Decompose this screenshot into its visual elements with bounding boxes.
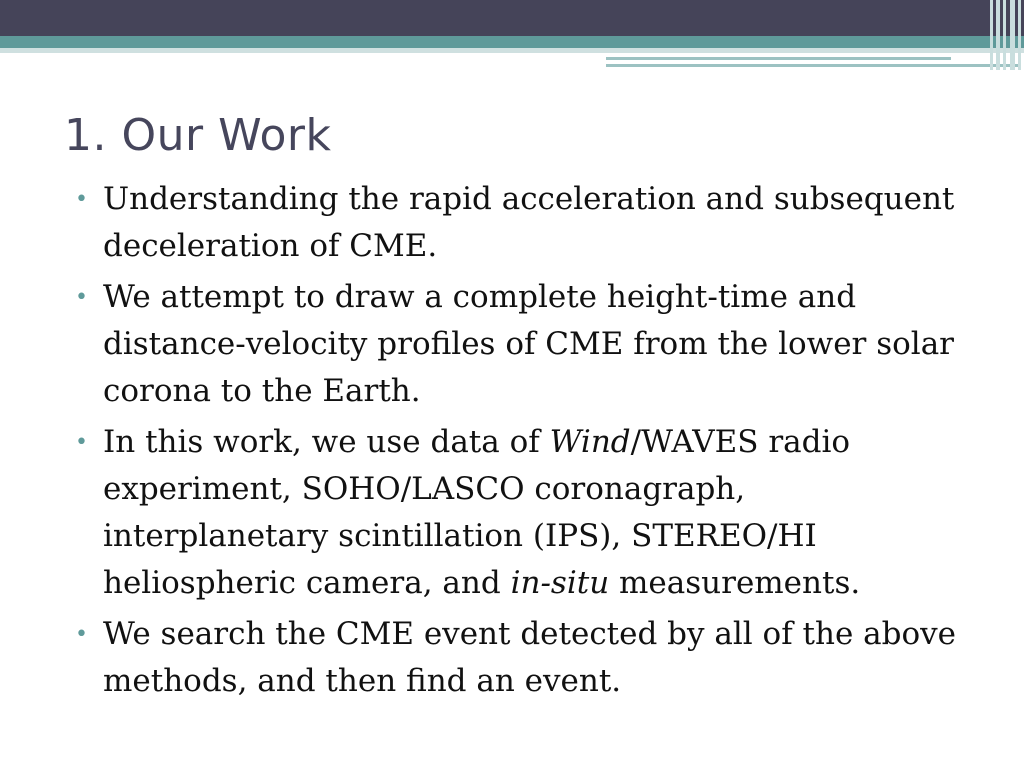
bullet-text-part: measurements.: [609, 565, 861, 601]
header-accent-line: [606, 57, 951, 60]
header-band-light: [0, 48, 1024, 53]
bullet-dot-icon: •: [75, 430, 88, 455]
bullet-text: [103, 424, 860, 601]
bullet-dot-icon: •: [75, 187, 88, 212]
bullet-text: We attempt to draw a complete height-time and distance-velocity profiles of CME from the lower solar corona to the Earth.: [103, 279, 955, 409]
italic-term: Wind: [549, 424, 631, 460]
bullet-dot-icon: •: [75, 622, 88, 647]
header-vertical-stripes: [990, 0, 1024, 70]
bullet-item: [74, 611, 974, 705]
bullet-item: [74, 419, 974, 607]
header-band-dark: [0, 0, 1024, 36]
header-accent-line: [606, 64, 1021, 67]
bullet-text-part: /WAVES radio experiment, SOHO/LASCO coronagraph, interplanetary scintillation (IPS), STEREO/HI heliospheric camera, and: [103, 424, 851, 601]
bullet-dot-icon: •: [75, 285, 88, 310]
bullet-text: Understanding the rapid acceleration and subsequent deceleration of CME.: [103, 181, 955, 264]
italic-term: in-situ: [510, 565, 610, 601]
bullet-text: We search the CME event detected by all of the above methods, and then find an event.: [103, 616, 957, 699]
bullet-item: [74, 176, 974, 270]
bullet-text-part: In this work, we use data of: [103, 424, 550, 460]
slide-title: 1. Our Work: [64, 110, 332, 161]
bullet-item: [74, 274, 974, 415]
header-band-teal: [0, 36, 1024, 48]
bullet-list: [74, 176, 974, 709]
